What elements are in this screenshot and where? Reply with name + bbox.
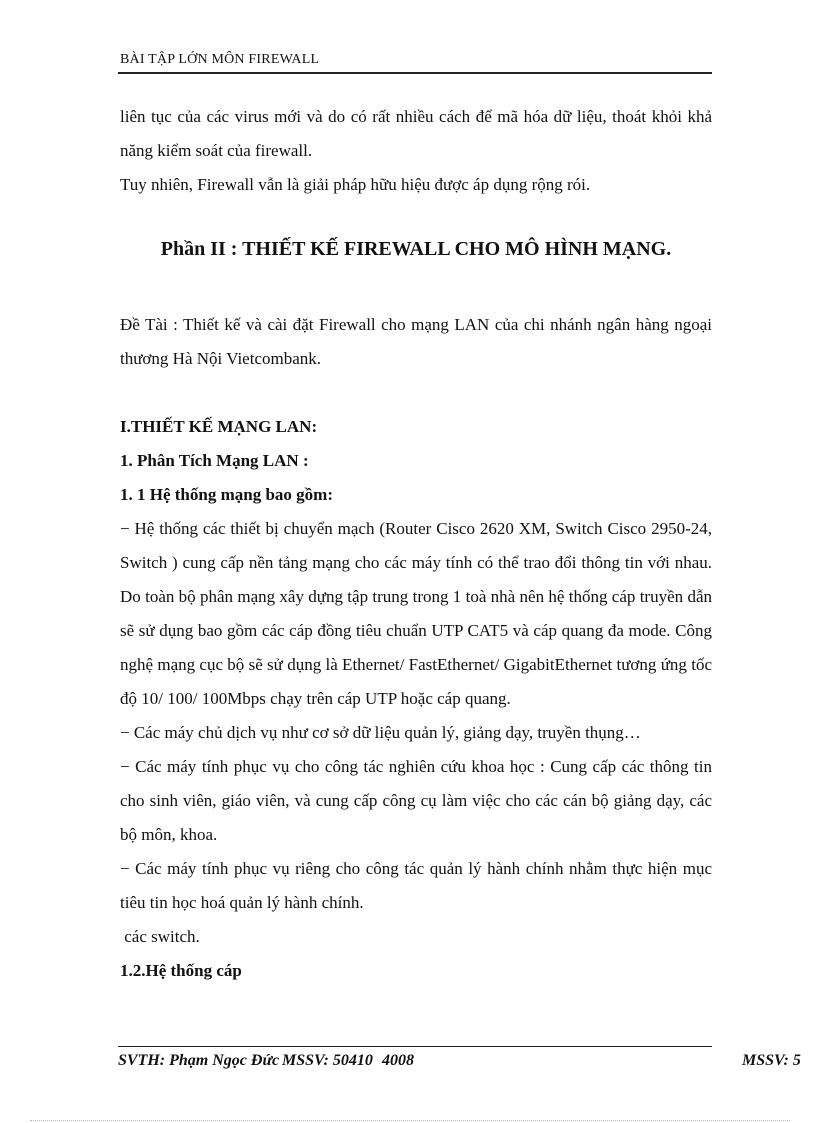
header-rule xyxy=(118,72,712,74)
topic-block xyxy=(120,308,712,376)
list-item: − Các máy tính phục vụ cho công tác nghiên cứu khoa học : Cung cấp các thông tin cho sinh viên, giáo viên, và cung cấp công cụ làm việc cho các cán bộ giảng dạy, các bộ môn, khoa. xyxy=(120,757,712,844)
section-heading-4: 1.2.Hệ thống cáp xyxy=(120,961,242,980)
topic-paragraph: Đề Tài : Thiết kế và cài đặt Firewall cho mạng LAN của chi nhánh ngân hàng ngoại thương Hà Nội Vietcombank. xyxy=(120,315,712,368)
footer-student-name: SVTH: Phạm Ngọc Đức xyxy=(118,1052,280,1069)
page-edge xyxy=(30,1120,790,1121)
section-heading-1: I.THIẾT KẾ MẠNG LAN: xyxy=(120,417,318,436)
list-item: − Các máy tính phục vụ riêng cho công tác quản lý hành chính nhằm thực hiện mục tiêu tin học hoá quản lý hành chính. xyxy=(120,859,712,912)
intro-paragraph-2: Tuy nhiên, Firewall vẫn là giải pháp hữu hiệu được áp dụng rộng rói. xyxy=(120,175,591,194)
list-item: − Các máy chủ dịch vụ như cơ sở dữ liệu quản lý, giảng dạy, truyền thụng… xyxy=(120,723,641,742)
section-heading-2: 1. Phân Tích Mạng LAN : xyxy=(120,451,309,470)
list-item: các switch. xyxy=(120,927,200,946)
page-header: BÀI TẬP LỚN MÔN FIREWALL xyxy=(120,52,320,67)
footer-student-id: MSSV: 50410 xyxy=(282,1052,373,1069)
footer-student-id-suffix: 4008 xyxy=(382,1052,414,1069)
part-title: Phần II : THIẾT KẾ FIREWALL CHO MÔ HÌNH MẠNG. xyxy=(160,238,672,260)
intro-block xyxy=(120,100,712,202)
intro-paragraph-1: liên tục của các virus mới và do có rất nhiều cách để mã hóa dữ liệu, thoát khỏi khả năng kiểm soát của firewall. xyxy=(120,107,712,160)
list-item: − Hệ thống các thiết bị chuyển mạch (Router Cisco 2620 XM, Switch Cisco 2950-24, Switch ) cung cấp nền tảng mạng cho các máy tính có thể trao đổi thông tin với nhau. Do toàn bộ phân mạng xây dựng tập trung trong 1 toà nhà nên hệ thống cáp truyền dẫn sẽ sử dụng bao gồm các cáp đồng tiêu chuẩn UTP CAT5 và cáp quang đa mode. Công nghệ mạng cục bộ sẽ sử dụng là Ethernet/ FastEthernet/ GigabitEthernet tương ứng tốc độ 10/ 100/ 100Mbps chạy trên cáp UTP hoặc cáp quang. xyxy=(120,519,712,708)
footer-rule xyxy=(118,1046,712,1047)
section-block xyxy=(120,410,712,988)
section-heading-3: 1. 1 Hệ thống mạng bao gồm: xyxy=(120,485,333,504)
footer-right-id: MSSV: 5 xyxy=(742,1052,801,1069)
